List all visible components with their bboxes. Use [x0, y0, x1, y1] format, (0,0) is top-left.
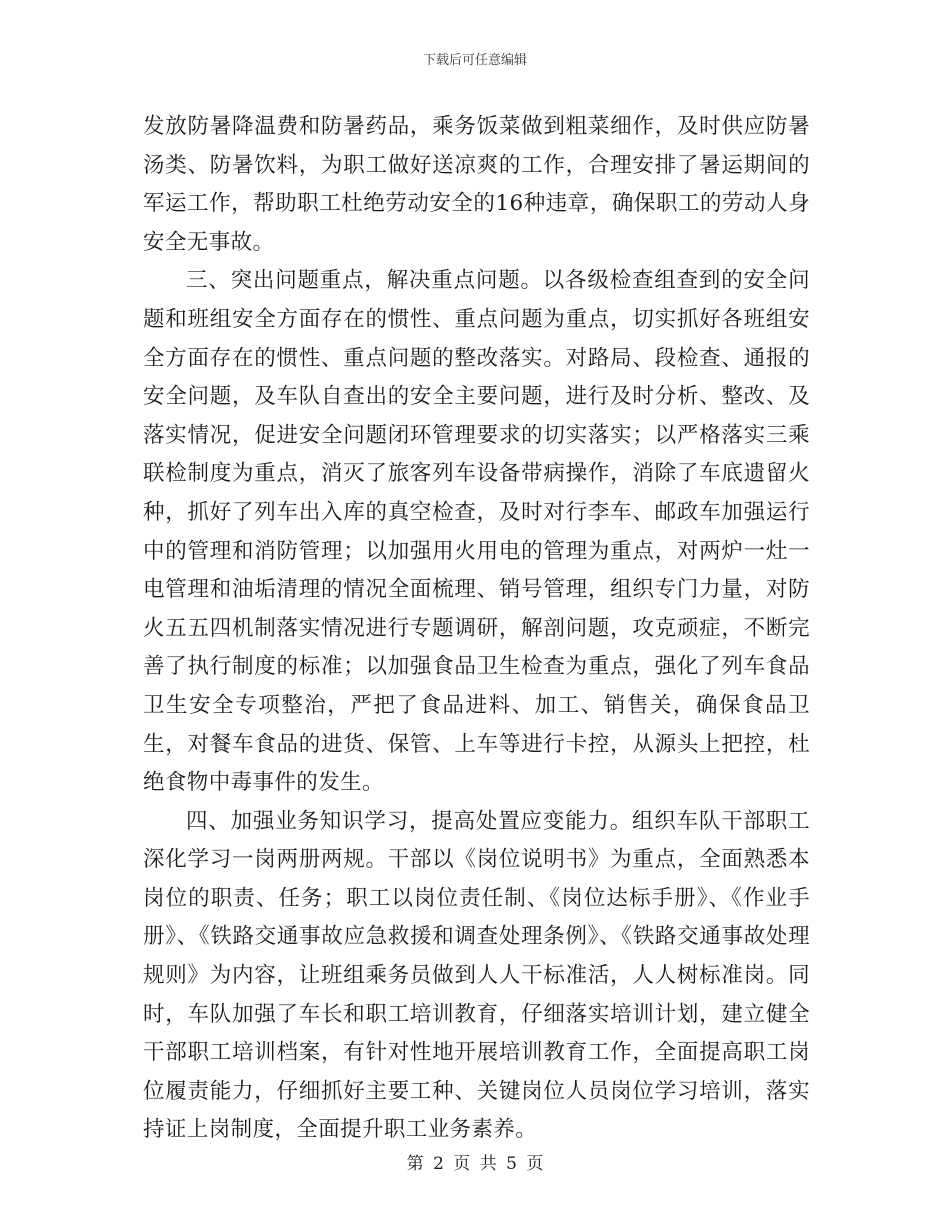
- page-number-footer: 第 2 页 共 5 页: [406, 1154, 544, 1174]
- paragraph-continuation: 发放防暑降温费和防暑药品，乘务饭菜做到粗菜细作，及时供应防暑汤类、防暑饮料，为职工做好送凉爽的工作，合理安排了暑运期间的军运工作，帮助职工杜绝劳动安全的16种违章，确保职工的劳动人身安全无事故。: [143, 114, 810, 255]
- paragraph-section-four: 四、加强业务知识学习，提高处置应变能力。组织车队干部职工深化学习一岗两册两规。干部以《岗位说明书》为重点，全面熟悉本岗位的职责、任务；职工以岗位责任制、《岗位达标手册》、《作业手册》、《铁路交通事故应急救援和调查处理条例》、《铁路交通事故处理规则》为内容，让班组乘务员做到人人干标准活，人人树标准岗。同时，车队加强了车长和职工培训教育，仔细落实培训计划，建立健全干部职工培训档案，有针对性地开展培训教育工作，全面提高职工岗位履责能力，仔细抓好主要工种、关键岗位人员岗位学习培训，落实持证上岗制度，全面提升职工业务素养。: [143, 808, 810, 1143]
- paragraph-section-three: 三、突出问题重点，解决重点问题。以各级检查组查到的安全问题和班组安全方面存在的惯性、重点问题为重点，切实抓好各班组安全方面存在的惯性、重点问题的整改落实。对路局、段检查、通报的安全问题，及车队自查出的安全主要问题，进行及时分析、整改、及落实情况，促进安全问题闭环管理要求的切实落实；以严格落实三乘联检制度为重点，消灭了旅客列车设备带病操作，消除了车底遗留火种，抓好了列车出入库的真空检查，及时对行李车、邮政车加强运行中的管理和消防管理；以加强用火用电的管理为重点，对两炉一灶一电管理和油垢清理的情况全面梳理、销号管理，组织专门力量，对防火五五四机制落实情况进行专题调研，解剖问题，攻克顽症，不断完善了执行制度的标准；以加强食品卫生检查为重点，强化了列车食品卫生安全专项整治，严把了食品进料、加工、销售关，确保食品卫生，对餐车食品的进货、保管、上车等进行卡控，从源头上把控，杜绝食物中毒事件的发生。: [143, 268, 810, 796]
- page-header-note: 下载后可任意编辑: [422, 53, 527, 68]
- document-body: [143, 108, 810, 1150]
